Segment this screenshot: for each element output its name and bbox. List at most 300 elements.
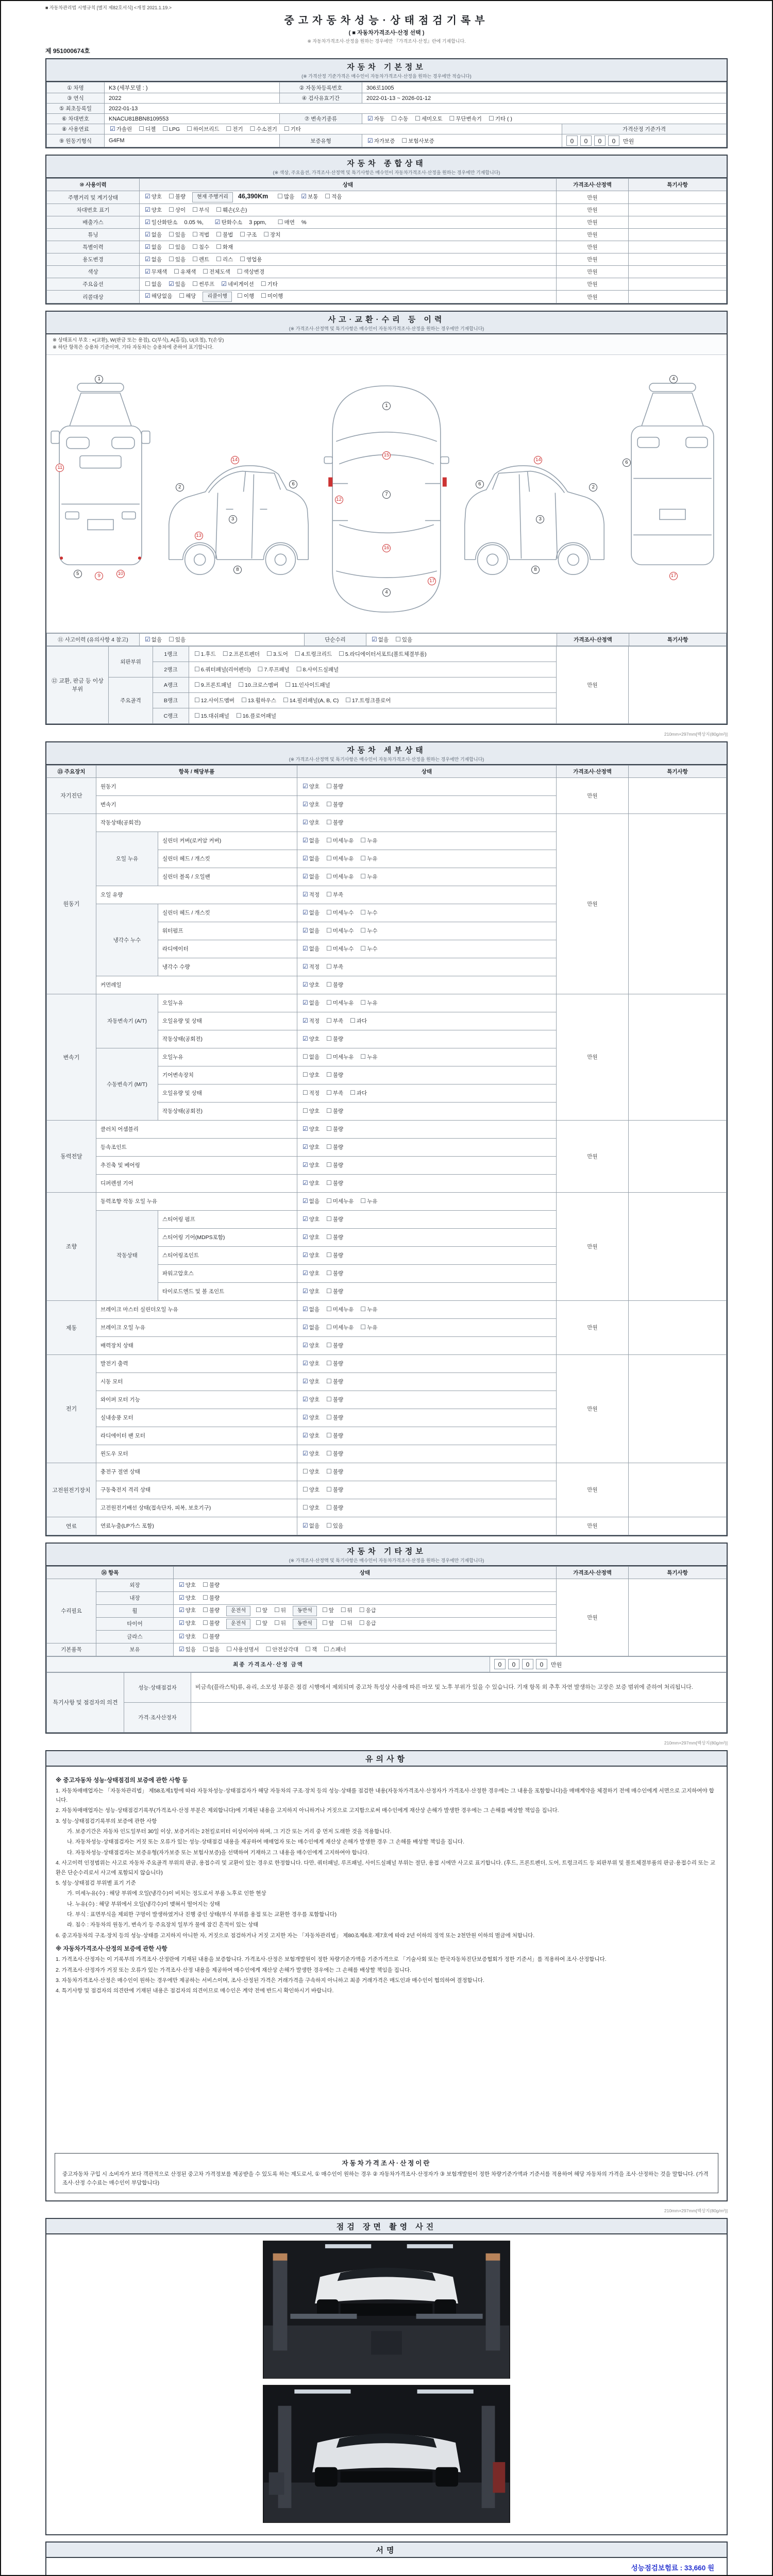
device-subgroup: 작동상태 [96,1210,158,1300]
checkbox-icon: ☐ [326,1053,332,1060]
checkbox-미세누수[interactable] [326,909,354,917]
checkbox-없음[interactable] [303,927,320,935]
checkbox-icon: ☐ [326,1161,332,1168]
section-overall-title-bar [46,156,727,178]
checkbox-label: 없음 [309,874,320,880]
checkbox-양호[interactable] [303,1233,320,1241]
other-info-table [46,1566,727,1656]
checkbox-적법[interactable] [192,231,209,239]
definition-body: 중고자동차 구입 시 소비자가 보다 객관적으로 산정된 중고차 가격정보를 제공받을 수 있도록 하는 제도로서, ① 매수인이 원하는 경우 ② 자동차가격조사·산정자가 ③ 보험개발원이 정한 차량기준가액과 기준서를 적용하여 해당 자동차의 가격을 조사·산정하는 것을 말합니다. (가격조사·산정 수수료는 매수인이 부담합니다) [62,2171,709,2187]
price-cell: 만원 [557,777,629,814]
device-state [297,832,557,850]
checkbox-15.대쉬패널[interactable] [194,712,229,720]
summary-row [47,191,727,204]
checkbox-양호[interactable] [145,206,162,214]
checkbox-없음[interactable] [145,231,162,239]
checkbox-부족[interactable] [326,891,343,899]
checkbox-icon: ☐ [326,1414,332,1421]
checkbox-icon: ☐ [322,1619,328,1626]
checkbox-전체도색[interactable] [203,268,230,276]
checkbox-누유[interactable] [360,999,377,1007]
checkbox-label: 불량 [332,1108,344,1114]
checkbox-있음[interactable] [169,636,186,643]
checkbox-렌트[interactable] [192,256,209,263]
checkbox-label: 불량 [209,1620,220,1626]
note-cell [629,291,727,303]
checkbox-불량[interactable] [326,819,343,826]
checkbox-양호[interactable] [303,1468,320,1476]
device-item: 타이로드엔드 및 볼 조인트 [158,1282,297,1300]
checkbox-미세누유[interactable] [326,837,354,844]
checkbox-label: 사용설명서 [232,1647,259,1653]
checkbox-불량[interactable] [203,1633,220,1640]
checkbox-양호[interactable] [303,1269,320,1277]
checkbox-icon: ☐ [326,1522,332,1529]
checkbox-있음[interactable] [169,231,186,239]
checkbox-label: 부족 [332,964,344,970]
warranty-label: 보증유형 [280,134,362,147]
checkbox-양호[interactable] [303,801,320,808]
checkbox-불량[interactable] [326,1287,343,1295]
device-item: 연료누출(LP가스 포함) [96,1517,297,1535]
checkbox-미세누유[interactable] [326,1324,354,1331]
checkbox-영업용[interactable] [240,256,262,263]
checkbox-불량[interactable] [326,1269,343,1277]
price-cell: 만원 [557,994,629,1120]
checkbox-훼손(오손)[interactable] [216,206,247,214]
checkbox-불량[interactable] [326,1035,343,1043]
checkbox-label: 없음 [151,257,162,263]
checkbox-양호[interactable] [303,1251,320,1259]
checkbox-없음[interactable] [303,1324,320,1331]
checkbox-icon: ☑ [303,1125,308,1132]
checkbox-icon: ☐ [169,243,174,250]
other-item: 내장 [96,1591,174,1604]
checkbox-자가보증[interactable] [367,137,395,145]
checkbox-불량[interactable] [326,1233,343,1241]
checkbox-잭[interactable] [305,1646,317,1653]
checkbox-탄화수소[interactable] [215,218,242,226]
checkbox-없음[interactable] [303,999,320,1007]
checkbox-label: 불량 [332,1415,344,1421]
checkbox-있음[interactable] [395,636,412,643]
checkbox-안전삼각대[interactable] [266,1646,298,1653]
checkbox-부식[interactable] [192,206,209,214]
section-photos-title-bar [46,2219,727,2234]
checkbox-icon: ☐ [274,1619,280,1626]
checkbox-응급[interactable] [359,1606,376,1614]
checkbox-없음[interactable] [303,909,320,917]
checkbox-뒤[interactable] [274,1606,286,1614]
section-overall-condition [45,155,728,304]
device-item: 클러치 어셈블리 [96,1120,297,1138]
summary-state [140,229,557,241]
checkbox-많음[interactable] [277,193,294,200]
checkbox-label: 양호 [309,1361,320,1367]
other-item: 글라스 [96,1630,174,1643]
checkbox-세미오토[interactable] [415,115,442,123]
checkbox-label: 미세누수 [332,946,354,952]
checkbox-불량[interactable] [326,1215,343,1223]
checkbox-적정[interactable] [303,891,320,899]
checkbox-무단변속기[interactable] [449,115,481,123]
price-digit: 0 [608,135,619,146]
checkbox-label: 양호 [309,1469,320,1475]
checkbox-icon: ☑ [303,1287,308,1295]
checkbox-양호[interactable] [145,193,162,200]
checkbox-썬루프[interactable] [192,280,214,288]
checkbox-색상변경[interactable] [237,268,264,276]
checkbox-icon: ☐ [305,1646,311,1653]
checkbox-불량[interactable] [326,1450,343,1458]
field-label: 0.05 %, [184,219,204,226]
notice-paragraph: 다. 자동차성능·상태점검자는 보증유형(자가보증 또는 보험사보증)을 선택하여 기재하고 그 내용을 매수인에게 고지하여야 합니다. [67,1849,369,1856]
checkbox-17.트렁크플로어[interactable] [345,697,391,704]
checkbox-icon: ☑ [110,125,115,132]
checkbox-구조[interactable] [240,231,257,239]
checkbox-하이브리드[interactable] [187,125,219,133]
checkbox-과다[interactable] [350,1089,367,1097]
checkbox-양호[interactable] [303,1107,320,1115]
checkbox-미세누유[interactable] [326,999,354,1007]
checkbox-5.라디에이터서포트(볼트체결부품)[interactable] [339,650,427,658]
checkbox-양호[interactable] [303,1287,320,1295]
checkbox-불량[interactable] [203,1594,220,1602]
checkbox-label: 미세누유 [332,1307,354,1313]
checkbox-불량[interactable] [326,1360,343,1367]
checkbox-8.사이드실패널[interactable] [296,666,339,673]
checkbox-양호[interactable] [303,1161,320,1169]
checkbox-양호[interactable] [303,1486,320,1494]
checkbox-해당[interactable] [179,292,196,300]
device-state [297,886,557,904]
checkbox-적정[interactable] [303,1017,320,1025]
checkbox-label: 유채색 [180,269,196,275]
checkbox-없음[interactable] [145,243,162,251]
checkbox-앞[interactable] [256,1606,267,1614]
checkbox-불량[interactable] [326,1396,343,1403]
device-item: 브레이크 마스터 실린더오일 누유 [96,1300,297,1318]
checkbox-없음[interactable] [145,256,162,263]
checkbox-장치[interactable] [263,231,280,239]
checkbox-해당없음[interactable] [145,292,172,300]
summary-row [47,291,727,303]
checkbox-있음[interactable] [169,256,186,263]
checkbox-없음[interactable] [303,1522,320,1530]
checkbox-있음[interactable] [179,1646,196,1653]
checkbox-있음[interactable] [169,280,186,288]
checkbox-없음[interactable] [303,837,320,844]
checkbox-없음[interactable] [303,855,320,862]
checkbox-label: 있음 [185,1647,196,1653]
checkbox-icon: ☐ [326,1504,332,1511]
checkbox-수동[interactable] [391,115,408,123]
checkbox-일산화탄소[interactable] [145,218,177,226]
checkbox-화재[interactable] [216,243,233,251]
checkbox-사용설명서[interactable] [226,1646,259,1653]
notice-paragraph: 라. 침수 : 자동차의 원동기, 변속기 등 주요장치 일부가 물에 잠긴 흔적이 있는 상태 [67,1922,259,1928]
checkbox-미세누수[interactable] [326,945,354,953]
checkbox-양호[interactable] [179,1581,196,1589]
checkbox-침수[interactable] [192,243,209,251]
checkbox-7.루프패널[interactable] [258,666,290,673]
checkbox-미세누유[interactable] [326,1053,354,1061]
checkbox-양호[interactable] [303,1071,320,1079]
checkbox-불량[interactable] [326,1504,343,1512]
opinion-role: 성능·상태점검자 [124,1672,191,1702]
checkbox-LPG[interactable] [162,125,180,132]
checkbox-자동[interactable] [367,115,384,123]
checkbox-icon: ☐ [216,243,222,250]
checkbox-보험사보증[interactable] [401,137,434,145]
checkbox-없음[interactable] [303,1306,320,1313]
checkbox-양호[interactable] [303,1179,320,1187]
note-cell [629,1192,727,1300]
checkbox-적정[interactable] [303,1089,320,1097]
checkbox-label: 이행 [243,293,255,299]
simple-repair-label: 단순수리 [305,633,366,646]
checkbox-불량[interactable] [326,981,343,989]
checkbox-누유[interactable] [360,1053,377,1061]
notice-paragraph: 3. 자동차가격조사·산정은 매수인이 원하는 경우에만 제공하는 서비스이며, 조사·산정된 가격은 거래가격을 구속하지 아니하고 최종 거래가격은 매도인과 매수인이 협의하여 결정합니다. [56,1977,484,1984]
checkbox-누수[interactable] [360,927,377,935]
checkbox-양호[interactable] [303,1125,320,1133]
checkbox-양호[interactable] [303,1143,320,1151]
checkbox-불량[interactable] [326,1486,343,1494]
checkbox-누유[interactable] [360,837,377,844]
checkbox-label: 없음 [378,636,389,643]
checkbox-icon: ☐ [326,1432,332,1439]
device-state [297,1409,557,1427]
checkbox-불량[interactable] [326,1378,343,1385]
panel-items [189,708,557,723]
checkbox-16.플로어패널[interactable] [236,712,276,720]
checkbox-양호[interactable] [303,1504,320,1512]
checkbox-유채색[interactable] [174,268,196,276]
checkbox-icon: ☐ [326,1269,332,1277]
checkbox-icon: ☐ [203,268,209,275]
section-other-title-bar [46,1544,727,1566]
checkbox-양호[interactable] [303,819,320,826]
checkbox-누유[interactable] [360,1197,377,1205]
checkbox-양호[interactable] [303,1360,320,1367]
checkbox-있음[interactable] [169,243,186,251]
checkbox-미세누유[interactable] [326,873,354,880]
checkbox-보통[interactable] [301,193,318,200]
checkbox-1.후드[interactable] [194,650,216,658]
checkbox-응급[interactable] [359,1619,376,1627]
checkbox-불량[interactable] [326,1107,343,1115]
checkbox-icon: ☐ [194,665,200,673]
checkbox-icon: ☑ [303,1161,308,1168]
part-number-marker: 1 [382,402,391,410]
checkbox-양호[interactable] [303,1378,320,1385]
checkbox-스패너[interactable] [324,1646,346,1653]
checkbox-2.프론트펜더[interactable] [223,650,260,658]
part-number-marker: 17 [428,577,436,585]
state-symbol-note: ※ 상태표시 부호 : ×(교환), W(판금 또는 용접), C(부식), A(흠집), U(요철), T(손상) [53,337,224,343]
checkbox-label: 양호 [309,1234,320,1241]
device-state [297,1102,557,1120]
checkbox-적정[interactable] [303,963,320,971]
checkbox-상이[interactable] [169,206,186,214]
checkbox-양호[interactable] [303,783,320,790]
part-number-marker: 2 [589,483,597,492]
checkbox-label: 불량 [332,820,344,826]
checkbox-불량[interactable] [326,1251,343,1259]
checkbox-불량[interactable] [326,1161,343,1169]
checkbox-icon: ☑ [303,855,308,862]
checkbox-누유[interactable] [360,1324,377,1331]
checkbox-양호[interactable] [303,1342,320,1349]
checkbox-누수[interactable] [360,945,377,953]
section-basic-title-bar [46,59,727,82]
checkbox-불법[interactable] [216,231,233,239]
checkbox-기타[interactable] [261,280,278,288]
checkbox-불량[interactable] [203,1606,220,1614]
checkbox-없음[interactable] [203,1646,220,1653]
checkbox-미이행[interactable] [261,292,283,300]
checkbox-불량[interactable] [326,1071,343,1079]
checkbox-네비게이션[interactable] [221,280,254,288]
checkbox-불량[interactable] [203,1619,220,1627]
checkbox-양호[interactable] [303,1432,320,1439]
checkbox-기타[interactable] [284,125,301,133]
checkbox-양호[interactable] [179,1606,196,1614]
checkbox-불량[interactable] [326,1468,343,1476]
checkbox-가솔린[interactable] [110,125,132,133]
checkbox-미세누유[interactable] [326,855,354,862]
checkbox-미세누수[interactable] [326,927,354,935]
panel-group: 외판부위 [109,646,153,677]
checkbox-불량[interactable] [326,1414,343,1421]
checkbox-뒤[interactable] [274,1619,286,1627]
checkbox-부족[interactable] [326,963,343,971]
checkbox-label: 누유 [367,856,378,862]
checkbox-없음[interactable] [145,280,162,288]
checkbox-불량[interactable] [326,801,343,808]
checkbox-디젤[interactable] [139,125,156,133]
checkbox-불량[interactable] [203,1581,220,1589]
checkbox-불량[interactable] [326,1143,343,1151]
section-detail-title-bar [46,742,727,765]
notice-heading: ※ 자동차가격조사·산정의 보증에 관한 사항 [56,1946,167,1953]
checkbox-적음[interactable] [325,193,342,200]
checkbox-양호[interactable] [303,1396,320,1403]
device-state [297,1427,557,1445]
checkbox-누수[interactable] [360,909,377,917]
checkbox-앞[interactable] [322,1619,334,1627]
checkbox-label: 수동 [397,116,409,122]
checkbox-매연[interactable] [278,218,295,226]
checkbox-icon: ☐ [194,711,200,719]
checkbox-12.사이드멤버[interactable] [194,697,234,704]
checkbox-불량[interactable] [326,783,343,790]
checkbox-3.도어[interactable] [266,650,288,658]
checkbox-앞[interactable] [322,1606,334,1614]
checkbox-기타 ( )[interactable] [489,115,512,123]
checkbox-누유[interactable] [360,855,377,862]
base-price-value [562,134,727,147]
checkbox-미세누유[interactable] [326,1306,354,1313]
checkbox-label: 양호 [309,1108,320,1114]
checkbox-양호[interactable] [179,1619,196,1627]
checkbox-불량[interactable] [326,1179,343,1187]
checkbox-icon: ☐ [326,1306,332,1313]
checkbox-10.크로스멤버[interactable] [238,681,278,689]
checkbox-앞[interactable] [256,1619,267,1627]
checkbox-6.쿼터패널(리어펜더)[interactable] [194,666,251,673]
checkbox-없음[interactable] [372,636,389,643]
checkbox-label: 스패너 [330,1647,346,1653]
checkbox-9.프론트패널[interactable] [194,681,231,689]
checkbox-양호[interactable] [303,981,320,989]
checkbox-label: 누유 [367,1000,378,1006]
checkbox-icon: ☐ [326,1486,332,1493]
checkbox-label: 뒤 [347,1620,352,1626]
checkbox-불량[interactable] [326,1432,343,1439]
base-price-label: 가격산정 기준가격 [562,124,727,134]
checkbox-리스[interactable] [216,256,233,263]
checkbox-13.휠하우스[interactable] [241,697,276,704]
col-header-item: 항목 / 해당부품 [96,765,297,777]
accident-history-table [46,633,727,646]
checkbox-미세누유[interactable] [326,1197,354,1205]
checkbox-부족[interactable] [326,1017,343,1025]
checkbox-과다[interactable] [350,1017,367,1025]
checkbox-있음[interactable] [326,1522,343,1530]
checkbox-뒤[interactable] [341,1619,352,1627]
device-item: 기어변속장치 [158,1066,297,1084]
checkbox-label: 응급 [365,1607,376,1614]
checkbox-없음[interactable] [303,945,320,953]
device-item: 오일유량 및 상태 [158,1084,297,1102]
checkbox-icon: ☑ [303,819,308,826]
checkbox-불량[interactable] [326,1125,343,1133]
checkbox-label: 구조 [246,232,257,238]
checkbox-양호[interactable] [179,1594,196,1602]
checkbox-불량[interactable] [169,193,186,200]
checkbox-label: 무단변속기 [456,116,482,122]
checkbox-없음[interactable] [303,873,320,880]
checkbox-뒤[interactable] [341,1606,352,1614]
checkbox-무채색[interactable] [145,268,167,276]
checkbox-양호[interactable] [303,1035,320,1043]
checkbox-양호[interactable] [303,1414,320,1421]
checkbox-전기[interactable] [226,125,243,133]
checkbox-14.필러패널(A, B, C)[interactable] [283,697,339,704]
checkbox-없음[interactable] [303,1053,320,1061]
checkbox-누유[interactable] [360,1306,377,1313]
checkbox-icon: ☐ [260,280,266,287]
checkbox-불량[interactable] [326,1342,343,1349]
checkbox-양호[interactable] [303,1215,320,1223]
checkbox-수소전기[interactable] [250,125,277,133]
checkbox-없음[interactable] [303,1197,320,1205]
checkbox-icon: ☐ [303,1089,308,1096]
checkbox-4.트렁크리드[interactable] [295,650,332,658]
checkbox-부족[interactable] [326,1089,343,1097]
checkbox-없음[interactable] [145,636,162,643]
checkbox-양호[interactable] [303,1450,320,1458]
part-number-marker: 12 [335,496,343,504]
checkbox-label: 해당없음 [151,293,173,299]
checkbox-이행[interactable] [237,292,254,300]
checkbox-11.인사이드패널[interactable] [285,681,330,689]
col-header-price: 가격조사·산정액 [557,1566,629,1579]
checkbox-누유[interactable] [360,873,377,880]
checkbox-양호[interactable] [179,1633,196,1640]
